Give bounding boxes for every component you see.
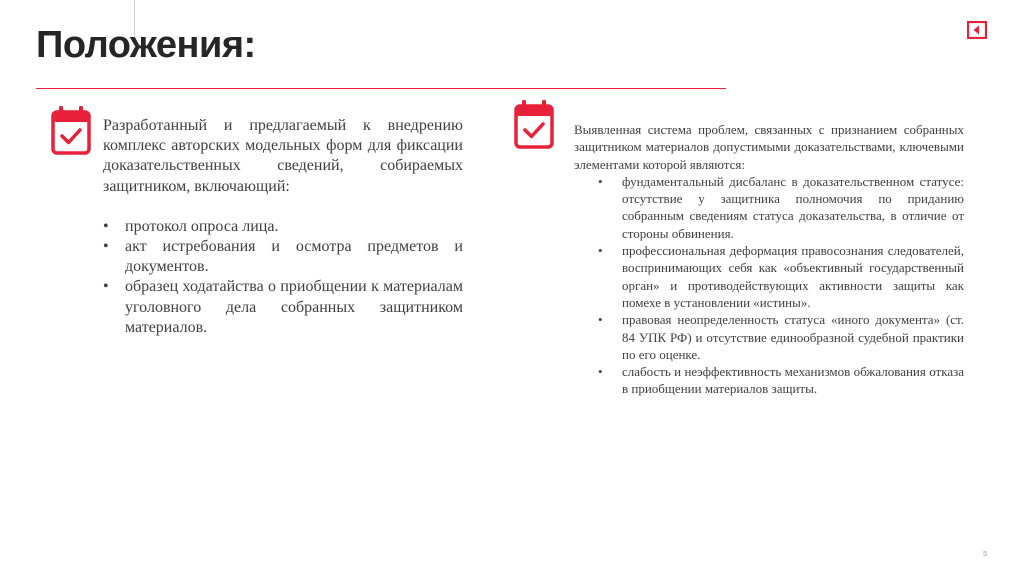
left-bullet-list xyxy=(103,217,463,338)
left-bullet-item: • протокол опроса лица. xyxy=(103,217,463,237)
brand-logo-icon xyxy=(967,21,987,39)
right-bullet-item: • правовая неопределенность статуса «иного документа» (ст. 84 УПК РФ) и отсутствие единообразной судебной практики по его оценке. xyxy=(574,311,964,363)
page-title: Положения: xyxy=(36,24,256,66)
right-bullet-list xyxy=(574,173,964,398)
title-underline xyxy=(36,88,726,89)
left-bullet-item: • образец ходатайства о приобщении к материалам уголовного дела собранных защитником материалов. xyxy=(103,277,463,338)
right-intro: Выявленная система проблем, связанных с признанием собранных защитником материалов допустимыми доказательствами, ключевыми элементами которой являются: xyxy=(574,122,964,172)
left-intro: Разработанный и предлагаемый к внедрению комплекс авторских модельных форм для фиксации доказательственных сведений, собираемых защитником, включающий: xyxy=(103,117,463,195)
calendar-check-icon xyxy=(514,99,554,149)
right-bullet-item: • фундаментальный дисбаланс в доказательственном статусе: отсутствие у защитника полномочия по приданию собранным сведениям статуса доказательства, в отличие от стороны обвинения. xyxy=(574,173,964,242)
right-bullet-item: • профессиональная деформация правосознания следователей, воспринимающих себя как «объективный государственный орган» и противодействующих активности защиты как помехе в установлении «истины». xyxy=(574,242,964,311)
calendar-check-icon xyxy=(51,105,91,155)
right-text-block xyxy=(574,121,964,398)
left-text-block xyxy=(103,116,463,338)
right-bullet-item: • слабость и неэффективность механизмов обжалования отказа в приобщении материалов защиты. xyxy=(574,363,964,398)
page-number: 5 xyxy=(983,551,987,558)
left-bullet-item: • акт истребования и осмотра предметов и документов. xyxy=(103,237,463,277)
